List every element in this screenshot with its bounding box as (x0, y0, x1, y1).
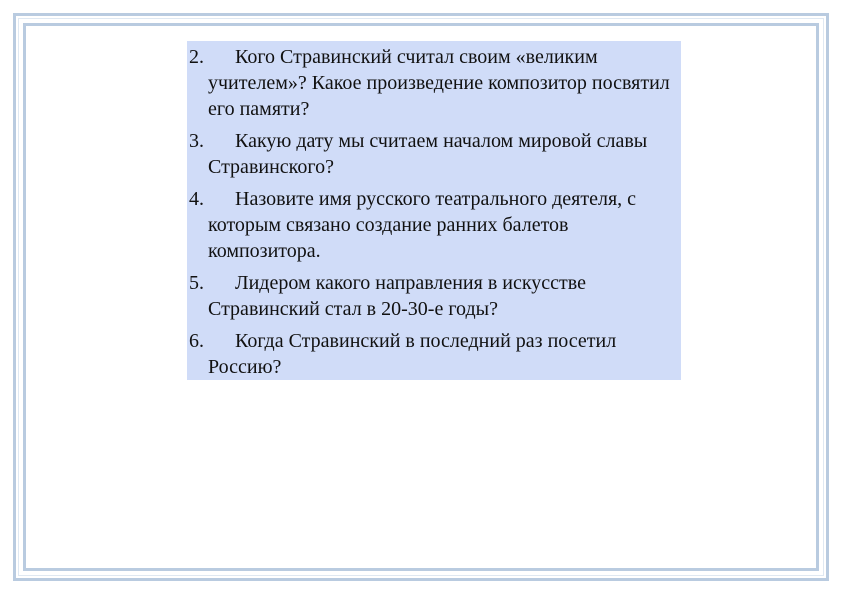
question-item (188, 44, 681, 122)
question-item (188, 128, 681, 180)
question-number: 3. (189, 130, 204, 152)
question-number: 4. (189, 188, 204, 210)
question-number: 2. (189, 46, 204, 68)
question-item (188, 186, 681, 264)
question-item (188, 328, 681, 380)
question-text: Лидером какого направления в искусстве Стравинский стал в 20-30-е годы? (208, 272, 586, 320)
question-text: Какую дату мы считаем началом мировой славы Стравинского? (208, 130, 648, 178)
question-list (187, 41, 681, 380)
question-text: Кого Стравинский считал своим «великим учителем»? Какое произведение композитор посвятил его памяти? (208, 46, 670, 120)
question-number: 6. (189, 330, 204, 352)
question-text: Когда Стравинский в последний раз посетил Россию? (208, 330, 617, 378)
question-text: Назовите имя русского театрального деятеля, с которым связано создание ранних балетов композитора. (208, 188, 637, 262)
question-number: 5. (189, 272, 204, 294)
question-item (188, 270, 681, 322)
